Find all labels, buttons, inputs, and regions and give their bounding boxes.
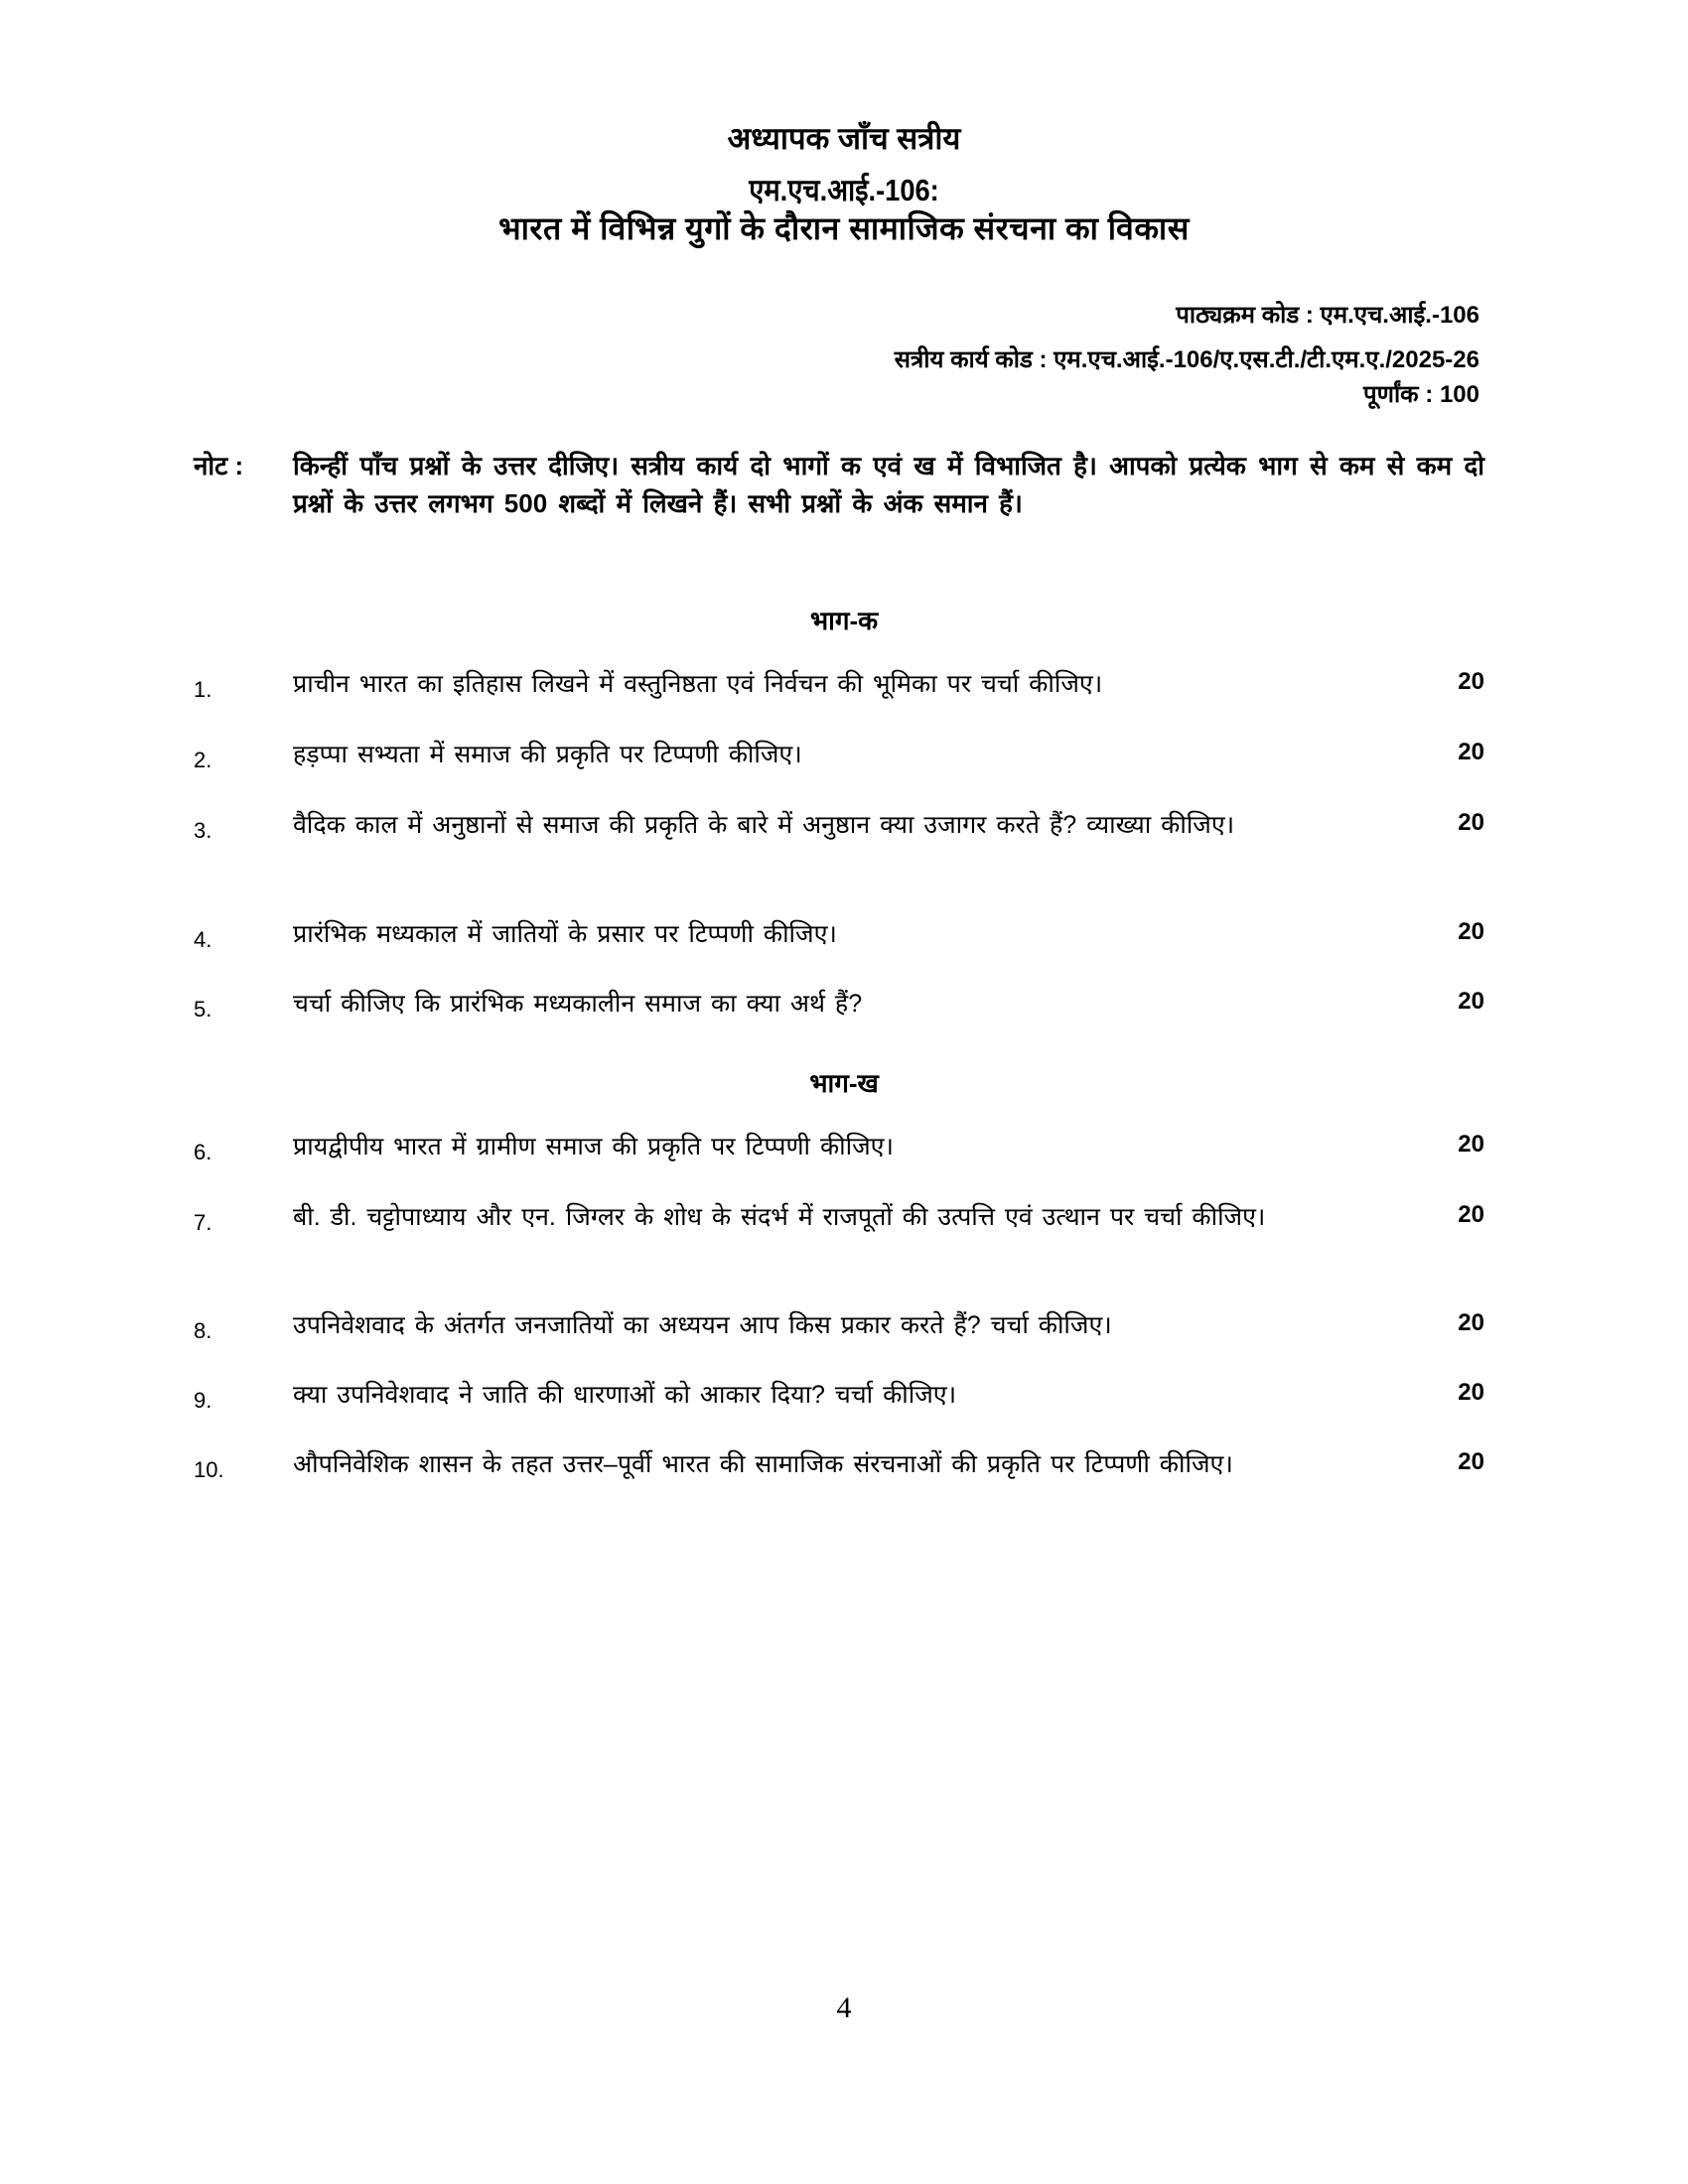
question-marks: 20 bbox=[1458, 988, 1484, 1015]
question-item bbox=[194, 1198, 1484, 1236]
question-text: प्रायद्वीपीय भारत में ग्रामीण समाज की प्रकृति पर टिप्पणी कीजिए। bbox=[293, 1133, 894, 1160]
question-number: 1. bbox=[194, 677, 212, 702]
course-code: पाठ्यक्रम कोड : एम.एच.आई.-106 bbox=[1176, 302, 1479, 329]
question-text: वैदिक काल में अनुष्ठानों से समाज की प्रकृति के बारे में अनुष्ठान क्या उजागर करते हैं? व्याख्या कीजिए। bbox=[293, 811, 1235, 839]
question-item bbox=[194, 736, 1484, 773]
question-number: 3. bbox=[194, 818, 212, 843]
question-text: प्राचीन भारत का इतिहास लिखने में वस्तुनिष्ठता एवं निर्वचन की भूमिका पर चर्चा कीजिए। bbox=[293, 670, 1103, 698]
question-item bbox=[194, 1306, 1484, 1344]
question-number: 2. bbox=[194, 748, 212, 772]
question-marks: 20 bbox=[1458, 1309, 1484, 1336]
section-heading-b: भाग-ख bbox=[809, 1068, 879, 1098]
question-marks: 20 bbox=[1458, 1201, 1484, 1228]
question-item bbox=[194, 806, 1484, 844]
section-heading-a: भाग-क bbox=[809, 606, 879, 635]
question-marks: 20 bbox=[1458, 1131, 1484, 1158]
question-number: 4. bbox=[194, 927, 212, 952]
page-number: 4 bbox=[836, 1991, 852, 2024]
question-item bbox=[194, 665, 1484, 703]
question-item bbox=[194, 915, 1484, 953]
question-marks: 20 bbox=[1458, 668, 1484, 695]
max-marks: पूर्णांक : 100 bbox=[1362, 381, 1479, 408]
instructions-note bbox=[194, 447, 1484, 522]
question-item bbox=[194, 1376, 1484, 1414]
question-item bbox=[194, 1445, 1484, 1483]
question-number: 9. bbox=[194, 1388, 212, 1413]
course-code-title: एम.एच.आई.-106: bbox=[749, 173, 939, 207]
question-marks: 20 bbox=[1458, 1448, 1484, 1475]
question-number: 10. bbox=[194, 1457, 224, 1482]
note-label: नोट : bbox=[194, 451, 244, 480]
question-number: 8. bbox=[194, 1318, 212, 1343]
question-number: 7. bbox=[194, 1210, 212, 1235]
question-text: क्या उपनिवेशवाद ने जाति की धारणाओं को आकार दिया? चर्चा कीजिए। bbox=[293, 1381, 957, 1409]
question-marks: 20 bbox=[1458, 809, 1484, 836]
question-text: हड़प्पा सभ्यता में समाज की प्रकृति पर टिप्पणी कीजिए। bbox=[293, 741, 802, 768]
question-text: चर्चा कीजिए कि प्रारंभिक मध्यकालीन समाज का क्या अर्थ हैं? bbox=[293, 990, 863, 1018]
question-marks: 20 bbox=[1458, 1379, 1484, 1406]
question-number: 6. bbox=[194, 1140, 212, 1164]
question-item bbox=[194, 985, 1484, 1023]
question-number: 5. bbox=[194, 997, 212, 1022]
assignment-code: सत्रीय कार्य कोड : एम.एच.आई.-106/ए.एस.टी./टी.एम.ए./2025-26 bbox=[894, 346, 1479, 373]
question-text: प्रारंभिक मध्यकाल में जातियों के प्रसार पर टिप्पणी कीजिए। bbox=[293, 920, 837, 948]
question-item bbox=[194, 1128, 1484, 1165]
note-text: किन्हीं पाँच प्रश्नों के उत्तर दीजिए। सत्रीय कार्य दो भागों क एवं ख में विभाजित है। आपको प्रत्येक भाग से कम से कम दो प्रश्नों के उत्तर लगभग 500 शब्दों में लिखने हैं। सभी प्रश्नों के अंक समान हैं। bbox=[293, 451, 1484, 518]
question-text: औपनिवेशिक शासन के तहत उत्तर–पूर्वी भारत की सामाजिक संरचनाओं की प्रकृति पर टिप्पणी कीजिए। bbox=[293, 1450, 1233, 1478]
assignment-type-title: अध्यापक जाँच सत्रीय bbox=[727, 121, 961, 156]
question-marks: 20 bbox=[1458, 739, 1484, 765]
course-title: भारत में विभिन्न युगों के दौरान सामाजिक संरचना का विकास bbox=[498, 210, 1190, 246]
question-marks: 20 bbox=[1458, 918, 1484, 945]
question-text: उपनिवेशवाद के अंतर्गत जनजातियों का अध्ययन आप किस प्रकार करते हैं? चर्चा कीजिए। bbox=[293, 1311, 1112, 1339]
question-text: बी. डी. चट्टोपाध्याय और एन. जिग्लर के शोध के संदर्भ में राजपूतों की उत्पत्ति एवं उत्थान पर चर्चा कीजिए। bbox=[293, 1203, 1266, 1231]
